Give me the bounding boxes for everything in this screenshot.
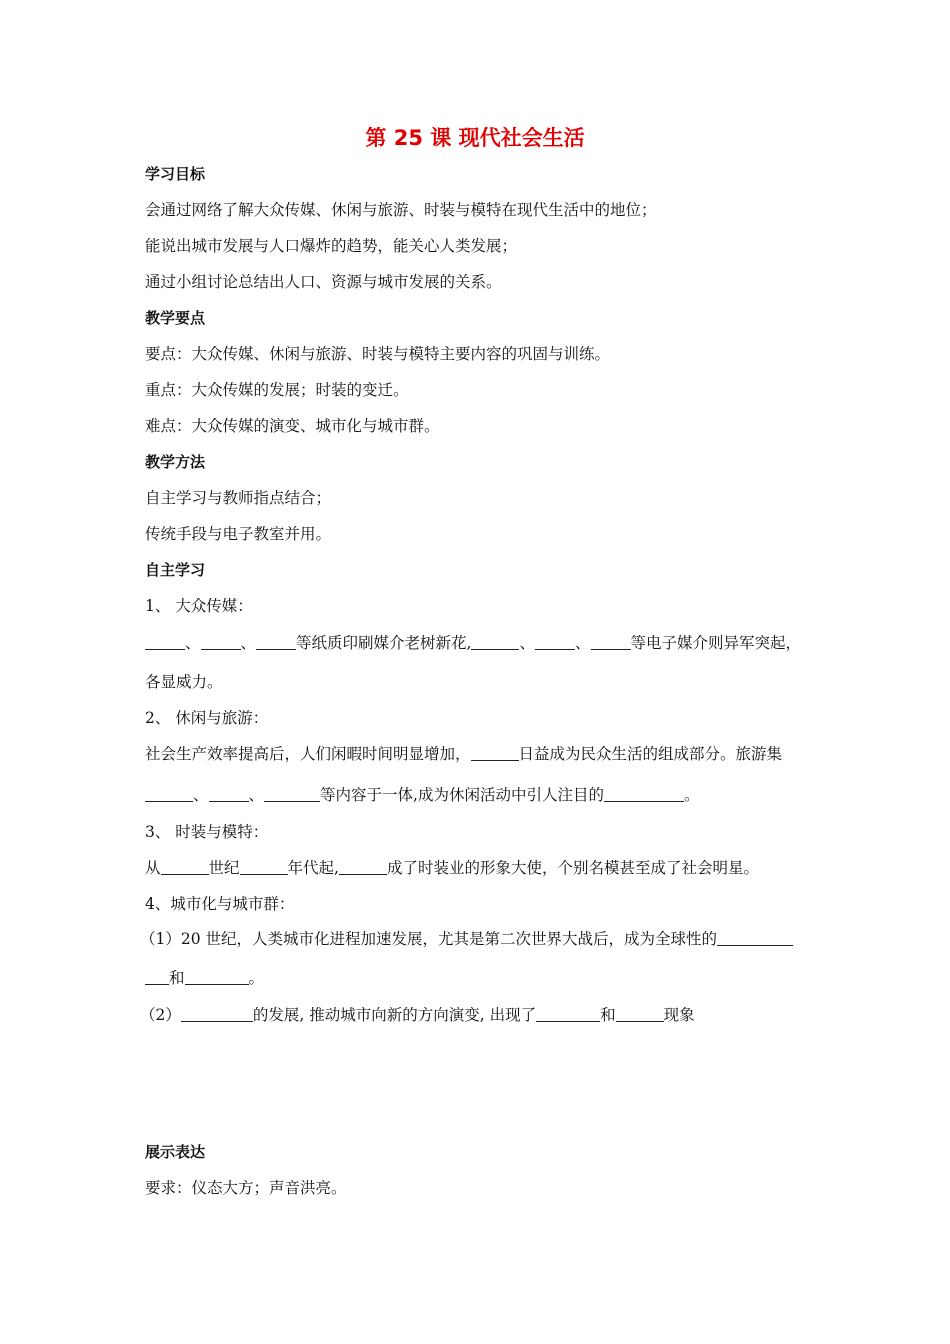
fill-blank[interactable] <box>145 786 193 802</box>
question-2-line: 社会生产效率提高后，人们闲暇时间明显增加， 日益成为民众生活的组成部分。旅游集 <box>145 745 783 763</box>
heading-presentation: 展示表达 <box>145 1143 206 1161</box>
fill-blank[interactable] <box>471 745 519 761</box>
question-2-title: 2、 休闲与旅游： <box>145 709 269 727</box>
fill-blank[interactable] <box>145 634 185 650</box>
goal-item-2: 能说出城市发展与人口爆炸的趋势，能关心人类发展； <box>145 237 518 255</box>
key-point-item-2: 重点：大众传媒的发展；时装的变迁。 <box>145 381 409 399</box>
fill-blank[interactable] <box>181 1006 253 1022</box>
fill-blank[interactable] <box>161 859 209 875</box>
fill-blank[interactable] <box>591 634 631 650</box>
fill-blank[interactable] <box>471 634 519 650</box>
fill-blank[interactable] <box>240 859 288 875</box>
question-1-line-2: 各显威力。 <box>145 673 223 691</box>
fill-blank[interactable] <box>717 930 793 946</box>
fill-blank[interactable] <box>616 1006 664 1022</box>
question-1-line: 、 、 等纸质印刷媒介老树新花, 、 、 等电子媒介则异军突起， <box>145 633 801 653</box>
heading-goals: 学习目标 <box>145 165 206 183</box>
question-4-part-1-line-2: 和 。 <box>145 968 264 988</box>
question-4-part-2: （2） 的发展, 推动城市向新的方向演变, 出现了 和 现象 <box>140 1006 695 1024</box>
fill-blank[interactable] <box>256 634 296 650</box>
method-item-2: 传统手段与电子教室并用。 <box>145 525 332 543</box>
fill-blank[interactable] <box>604 786 684 802</box>
question-2-line-2: 、 、 等内容于一体,成为休闲活动中引人注目的 。 <box>145 785 699 805</box>
question-3-line: 从 世纪 年代起, 成了时装业的形象大使，个别名模甚至成了社会明星。 <box>145 859 759 877</box>
fill-blank[interactable] <box>536 1006 600 1022</box>
fill-blank[interactable] <box>145 969 169 985</box>
key-point-item-3: 难点：大众传媒的演变、城市化与城市群。 <box>145 417 440 435</box>
fill-blank[interactable] <box>339 859 387 875</box>
key-point-item-1: 要点：大众传媒、休闲与旅游、时装与模特主要内容的巩固与训练。 <box>145 345 611 363</box>
method-item-1: 自主学习与教师指点结合； <box>145 489 332 507</box>
fill-blank[interactable] <box>535 634 575 650</box>
fill-blank[interactable] <box>185 969 249 985</box>
heading-self-study: 自主学习 <box>145 561 206 579</box>
fill-blank[interactable] <box>264 786 320 802</box>
goal-item-3: 通过小组讨论总结出人口、资源与城市发展的关系。 <box>145 273 502 291</box>
question-4-title: 4、城市化与城市群： <box>145 895 295 913</box>
question-3-title: 3、 时装与模特： <box>145 823 269 841</box>
question-4-part-1: （1）20 世纪，人类城市化进程加速发展，尤其是第二次世界大战后，成为全球性的 <box>140 929 793 949</box>
presentation-item-1: 要求：仪态大方；声音洪亮。 <box>145 1179 347 1197</box>
fill-blank[interactable] <box>209 786 249 802</box>
fill-blank[interactable] <box>201 634 241 650</box>
question-1-title: 1、 大众传媒： <box>145 597 253 615</box>
goal-item-1: 会通过网络了解大众传媒、休闲与旅游、时装与模特在现代生活中的地位； <box>145 201 657 219</box>
heading-methods: 教学方法 <box>145 453 206 471</box>
document-title: 第 25 课 现代社会生活 <box>365 126 585 150</box>
heading-key-points: 教学要点 <box>145 309 206 327</box>
